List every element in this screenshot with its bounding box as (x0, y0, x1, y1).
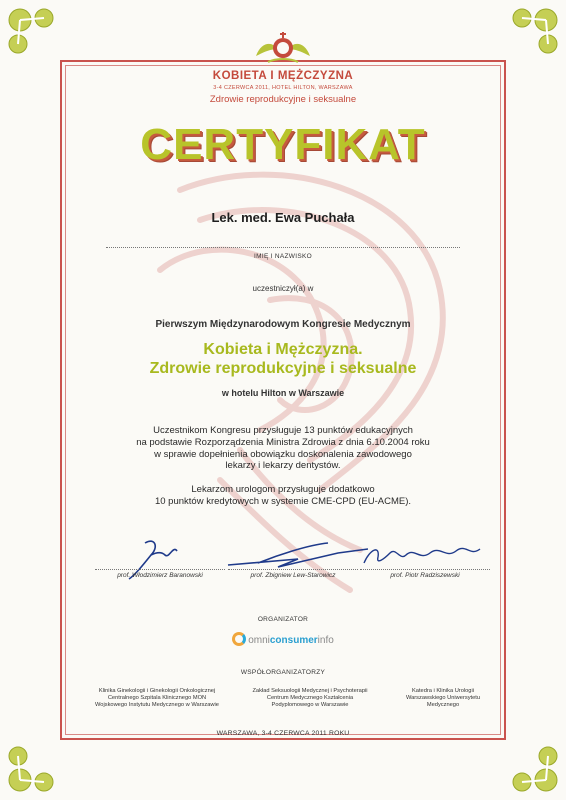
event-brand: KOBIETA I MĘŻCZYZNA (212, 70, 354, 82)
signatory-name: prof. Zbigniew Lew-Starowicz (250, 572, 336, 579)
place-and-date: WARSZAWA, 3-4 CZERWCA 2011 ROKU (216, 730, 350, 737)
organizer-label: ORGANIZATOR (257, 616, 309, 623)
event-logo (0, 30, 566, 68)
participated-text: uczestniczył(a) w (252, 284, 314, 293)
points-line: w sprawie dopełnienia obowiązku doskonalenia zawodowego (154, 448, 412, 460)
urology-points-paragraph (0, 484, 566, 508)
points-line: na podstawie Rozporządzenia Ministra Zdrowia z dnia 6.10.2004 roku (136, 436, 430, 448)
congress-name: Pierwszym Międzynarodowym Kongresie Medycznym (155, 319, 411, 330)
omniconsumer-ring-icon (232, 632, 246, 646)
points-paragraph (0, 425, 566, 472)
urology-line: 10 punktów kredytowych w systemie CME-CPD (EU-ACME). (154, 495, 412, 507)
signatory-name: prof. Piotr Radziszewski (390, 572, 460, 579)
coorganizer-institution: Katedra i Klinika Urologii Warszawskiego Uniwersytetu Medycznego (405, 688, 481, 708)
event-brand-tagline: Zdrowie reprodukcyjne i seksualne (209, 94, 357, 105)
points-line: lekarzy i lekarzy dentystów. (225, 460, 341, 472)
event-brand-date: 3-4 CZERWCA 2011, HOTEL HILTON, WARSZAWA (213, 85, 353, 91)
signature-block (350, 535, 500, 595)
signatory-name: prof. Włodzimierz Baranowski (117, 572, 203, 579)
congress-title-line-2: Zdrowie reprodukcyjne i seksualne (149, 360, 417, 377)
coorganizers-label: WSPÓŁORGANIZATORZY (240, 669, 326, 676)
organizer-logo: omniconsumerinfo (0, 632, 566, 646)
signature-block (218, 535, 368, 595)
recipient-name-line (106, 247, 460, 248)
congress-venue: w hotelu Hilton w Warszawie (221, 388, 345, 398)
recipient-name: Lek. med. Ewa Puchała (211, 210, 355, 225)
points-line: Uczestnikom Kongresu przysługuje 13 punktów edukacyjnych (153, 425, 413, 436)
recipient-field-label: IMIĘ I NAZWISKO (254, 253, 312, 260)
corner-ornament-bottom-right (506, 740, 562, 796)
congress-title-line-1: Kobieta i Mężczyzna. (203, 341, 363, 358)
corner-ornament-bottom-left (4, 740, 60, 796)
coorganizer-institution: Zakład Seksuologii Medycznej i Psychoterapii Centrum Medycznego Kształcenia Podyplomowego w Warszawie (252, 688, 368, 708)
signature-block (85, 535, 235, 595)
urology-line: Lekarzom urologom przysługuje dodatkowo (191, 484, 375, 495)
coorganizer-institution: Klinika Ginekologii i Ginekologii Onkologicznej Centralnego Szpitala Klinicznego MON Wojskowego Instytutu Medycznego w Warszawie (95, 688, 219, 708)
certificate-title: CERTYFIKAT (140, 120, 426, 169)
